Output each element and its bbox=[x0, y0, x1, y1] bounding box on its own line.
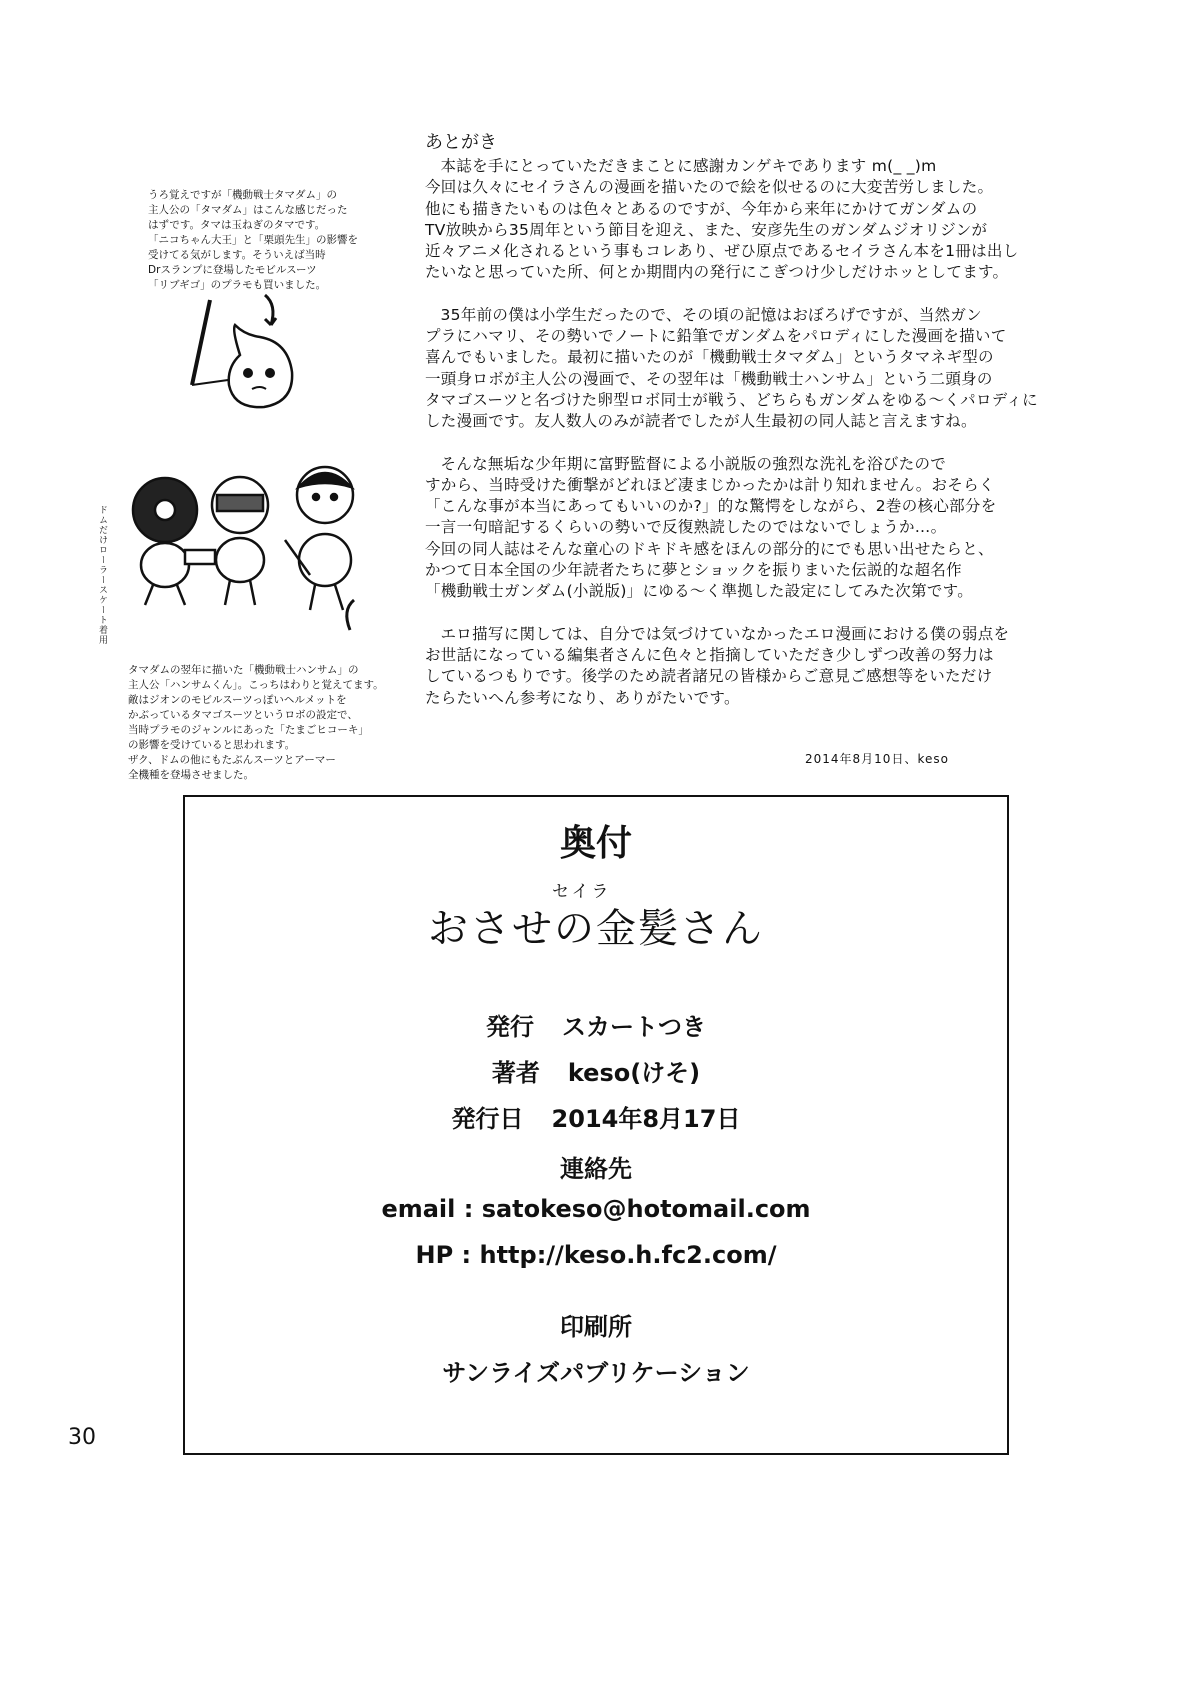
email: email : satokeso@hotomail.com bbox=[381, 1195, 811, 1223]
signature: 2014年8月10日、keso bbox=[805, 752, 949, 766]
publisher: スカートつき bbox=[562, 1013, 706, 1041]
text-line: 「こんな事が本当にあってもいいのか?」的な驚愕をしながら、2巻の核心部分を bbox=[425, 497, 997, 516]
text-line: そんな無垢な少年期に富野監督による小説版の強烈な洗礼を浴びたので bbox=[440, 454, 947, 473]
note-line: 敵はジオンのモビルスーツっぽいヘルメットを bbox=[128, 694, 347, 706]
text-line: すから、当時受けた衝撃がどれほど凄まじかったかは計り知れません。おそらく bbox=[425, 475, 995, 494]
publisher-row bbox=[185, 1007, 1007, 1042]
note-line: 受けてる気がします。そういえば当時 bbox=[148, 249, 326, 261]
afterword-paragraph bbox=[425, 305, 1038, 433]
text-line: 近々アニメ化されるという事もコレあり、ぜひ原点であるセイラさん本を1冊は出し bbox=[425, 242, 1019, 261]
homepage: HP : http://keso.h.fc2.com/ bbox=[415, 1241, 777, 1269]
text-line: しているつもりです。後学のため読者諸兄の皆様からご意見ご感想等をいただけ bbox=[425, 667, 993, 686]
text-line: たいなと思っていた所、何とか期間内の発行にこぎつけ少しだけホッとしてます。 bbox=[425, 263, 1009, 282]
text-line: TV放映から35周年という節目を迎え、また、安彦先生のガンダムジオリジンが bbox=[425, 220, 988, 239]
afterword-paragraph bbox=[425, 624, 1025, 709]
text-line: した漫画です。友人数人のみが読者でしたが人生最初の同人誌と言えますね。 bbox=[425, 412, 977, 431]
text-line: エロ描写に関しては、自分では気づけていなかったエロ漫画における僕の弱点を bbox=[440, 624, 1010, 643]
publisher-label: 発行 bbox=[486, 1013, 534, 1041]
text-line: 「機動戦士ガンダム(小説版)」にゆる～く準拠した設定にしてみた次第です。 bbox=[425, 582, 974, 601]
text-line: 今回は久々にセイラさんの漫画を描いたので絵を似せるのに大変苦労しました。 bbox=[425, 178, 994, 197]
note-line: Drスランプに登場したモビルスーツ bbox=[148, 264, 317, 276]
note-line: 全機種を登場させました。 bbox=[128, 769, 254, 781]
text-line: タマゴスーツと名づけた卵型ロボ同士が戦う、どちらもガンダムをゆる～くパロディに bbox=[425, 390, 1038, 409]
text-line: 一頭身ロボが主人公の漫画で、その翌年は「機動戦士ハンサム」という二頭身の bbox=[425, 369, 993, 388]
date-row bbox=[185, 1099, 1007, 1134]
printer: サンライズパブリケーション bbox=[442, 1359, 750, 1387]
author: keso(けそ) bbox=[567, 1059, 701, 1087]
text-line: プラにハマリ、その勢いでノートに鉛筆でガンダムをパロディにした漫画を描いて bbox=[425, 327, 1007, 346]
text-line: 35年前の僕は小学生だったので、その頃の記憶はおぼろげですが、当然ガン bbox=[440, 305, 982, 324]
text-line: たらたいへん参考になり、ありがたいです。 bbox=[425, 688, 740, 707]
printer-label: 印刷所 bbox=[560, 1313, 632, 1341]
sidenote-hansam bbox=[128, 663, 384, 783]
date-label: 発行日 bbox=[451, 1105, 524, 1133]
page-number: 30 bbox=[68, 1425, 96, 1450]
tamadam-illustration bbox=[170, 285, 350, 435]
afterword-heading: あとがき bbox=[425, 132, 497, 153]
hansam-characters-illustration bbox=[115, 455, 375, 635]
contact-label: 連絡先 bbox=[560, 1155, 632, 1183]
afterword bbox=[425, 128, 1038, 730]
note-line: 当時プラモのジャンルにあった「たまごヒコーキ」 bbox=[128, 724, 369, 736]
book-title: おさせの金髪さん bbox=[428, 906, 764, 952]
text-line: 喜んでもいました。最初に描いたのが「機動戦士タマダム」というタマネギ型の bbox=[425, 348, 994, 367]
note-line: かぶっているタマゴスーツというロボの設定で、 bbox=[128, 709, 358, 721]
afterword-paragraph bbox=[425, 156, 1025, 284]
colophon-box bbox=[183, 795, 1009, 1455]
author-label: 著者 bbox=[491, 1059, 540, 1087]
note-line: はずです。タマは玉ねぎのタマです。 bbox=[148, 219, 326, 231]
note-line: 主人公の「タマダム」はこんな感じだった bbox=[148, 204, 348, 216]
note-line: ザク、ドムの他にもたぶんスーツとアーマー bbox=[128, 754, 336, 766]
text-line: 一言一句暗記するくらいの勢いで反復熟読したのではないでしょうか…。 bbox=[425, 518, 947, 537]
title-ruby: セイラ bbox=[552, 882, 612, 902]
note-line: うろ覚えですが「機動戦士タマダム」の bbox=[148, 189, 337, 201]
text-line: 本誌を手にとっていただきまことに感謝カンゲキであります m(_ _)m bbox=[440, 157, 937, 175]
note-line: の影響を受けていると思われます。 bbox=[128, 739, 296, 751]
publish-date: 2014年8月17日 bbox=[551, 1105, 741, 1133]
vertical-note: ドムだけローラースケート着用 bbox=[97, 505, 107, 645]
text-line: お世話になっている編集者さんに色々と指摘していただき少しずつ改善の努力は bbox=[425, 645, 994, 664]
note-line: 主人公「ハンサムくん」。こっちはわりと覚えてます。 bbox=[128, 679, 384, 691]
note-line: 「ニコちゃん大王」と「栗頭先生」の影響を bbox=[148, 234, 358, 246]
colophon-heading: 奥付 bbox=[559, 823, 632, 864]
note-line: タマダムの翌年に描いた「機動戦士ハンサム」の bbox=[128, 664, 359, 676]
text-line: 今回の同人誌はそんな童心のドキドキ感をほんの部分的にでも思い出せたらと、 bbox=[425, 539, 994, 558]
author-row bbox=[185, 1053, 1007, 1088]
sidenote-tamadam bbox=[148, 188, 358, 293]
afterword-paragraph bbox=[425, 454, 1025, 603]
text-line: 他にも描きたいものは色々とあるのですが、今年から来年にかけてガンダムの bbox=[425, 199, 978, 218]
note-line: 「リブギゴ」のプラモも買いました。 bbox=[148, 279, 327, 291]
text-line: かつて日本全国の少年読者たちに夢とショックを振りまいた伝説的な超名作 bbox=[425, 561, 962, 580]
